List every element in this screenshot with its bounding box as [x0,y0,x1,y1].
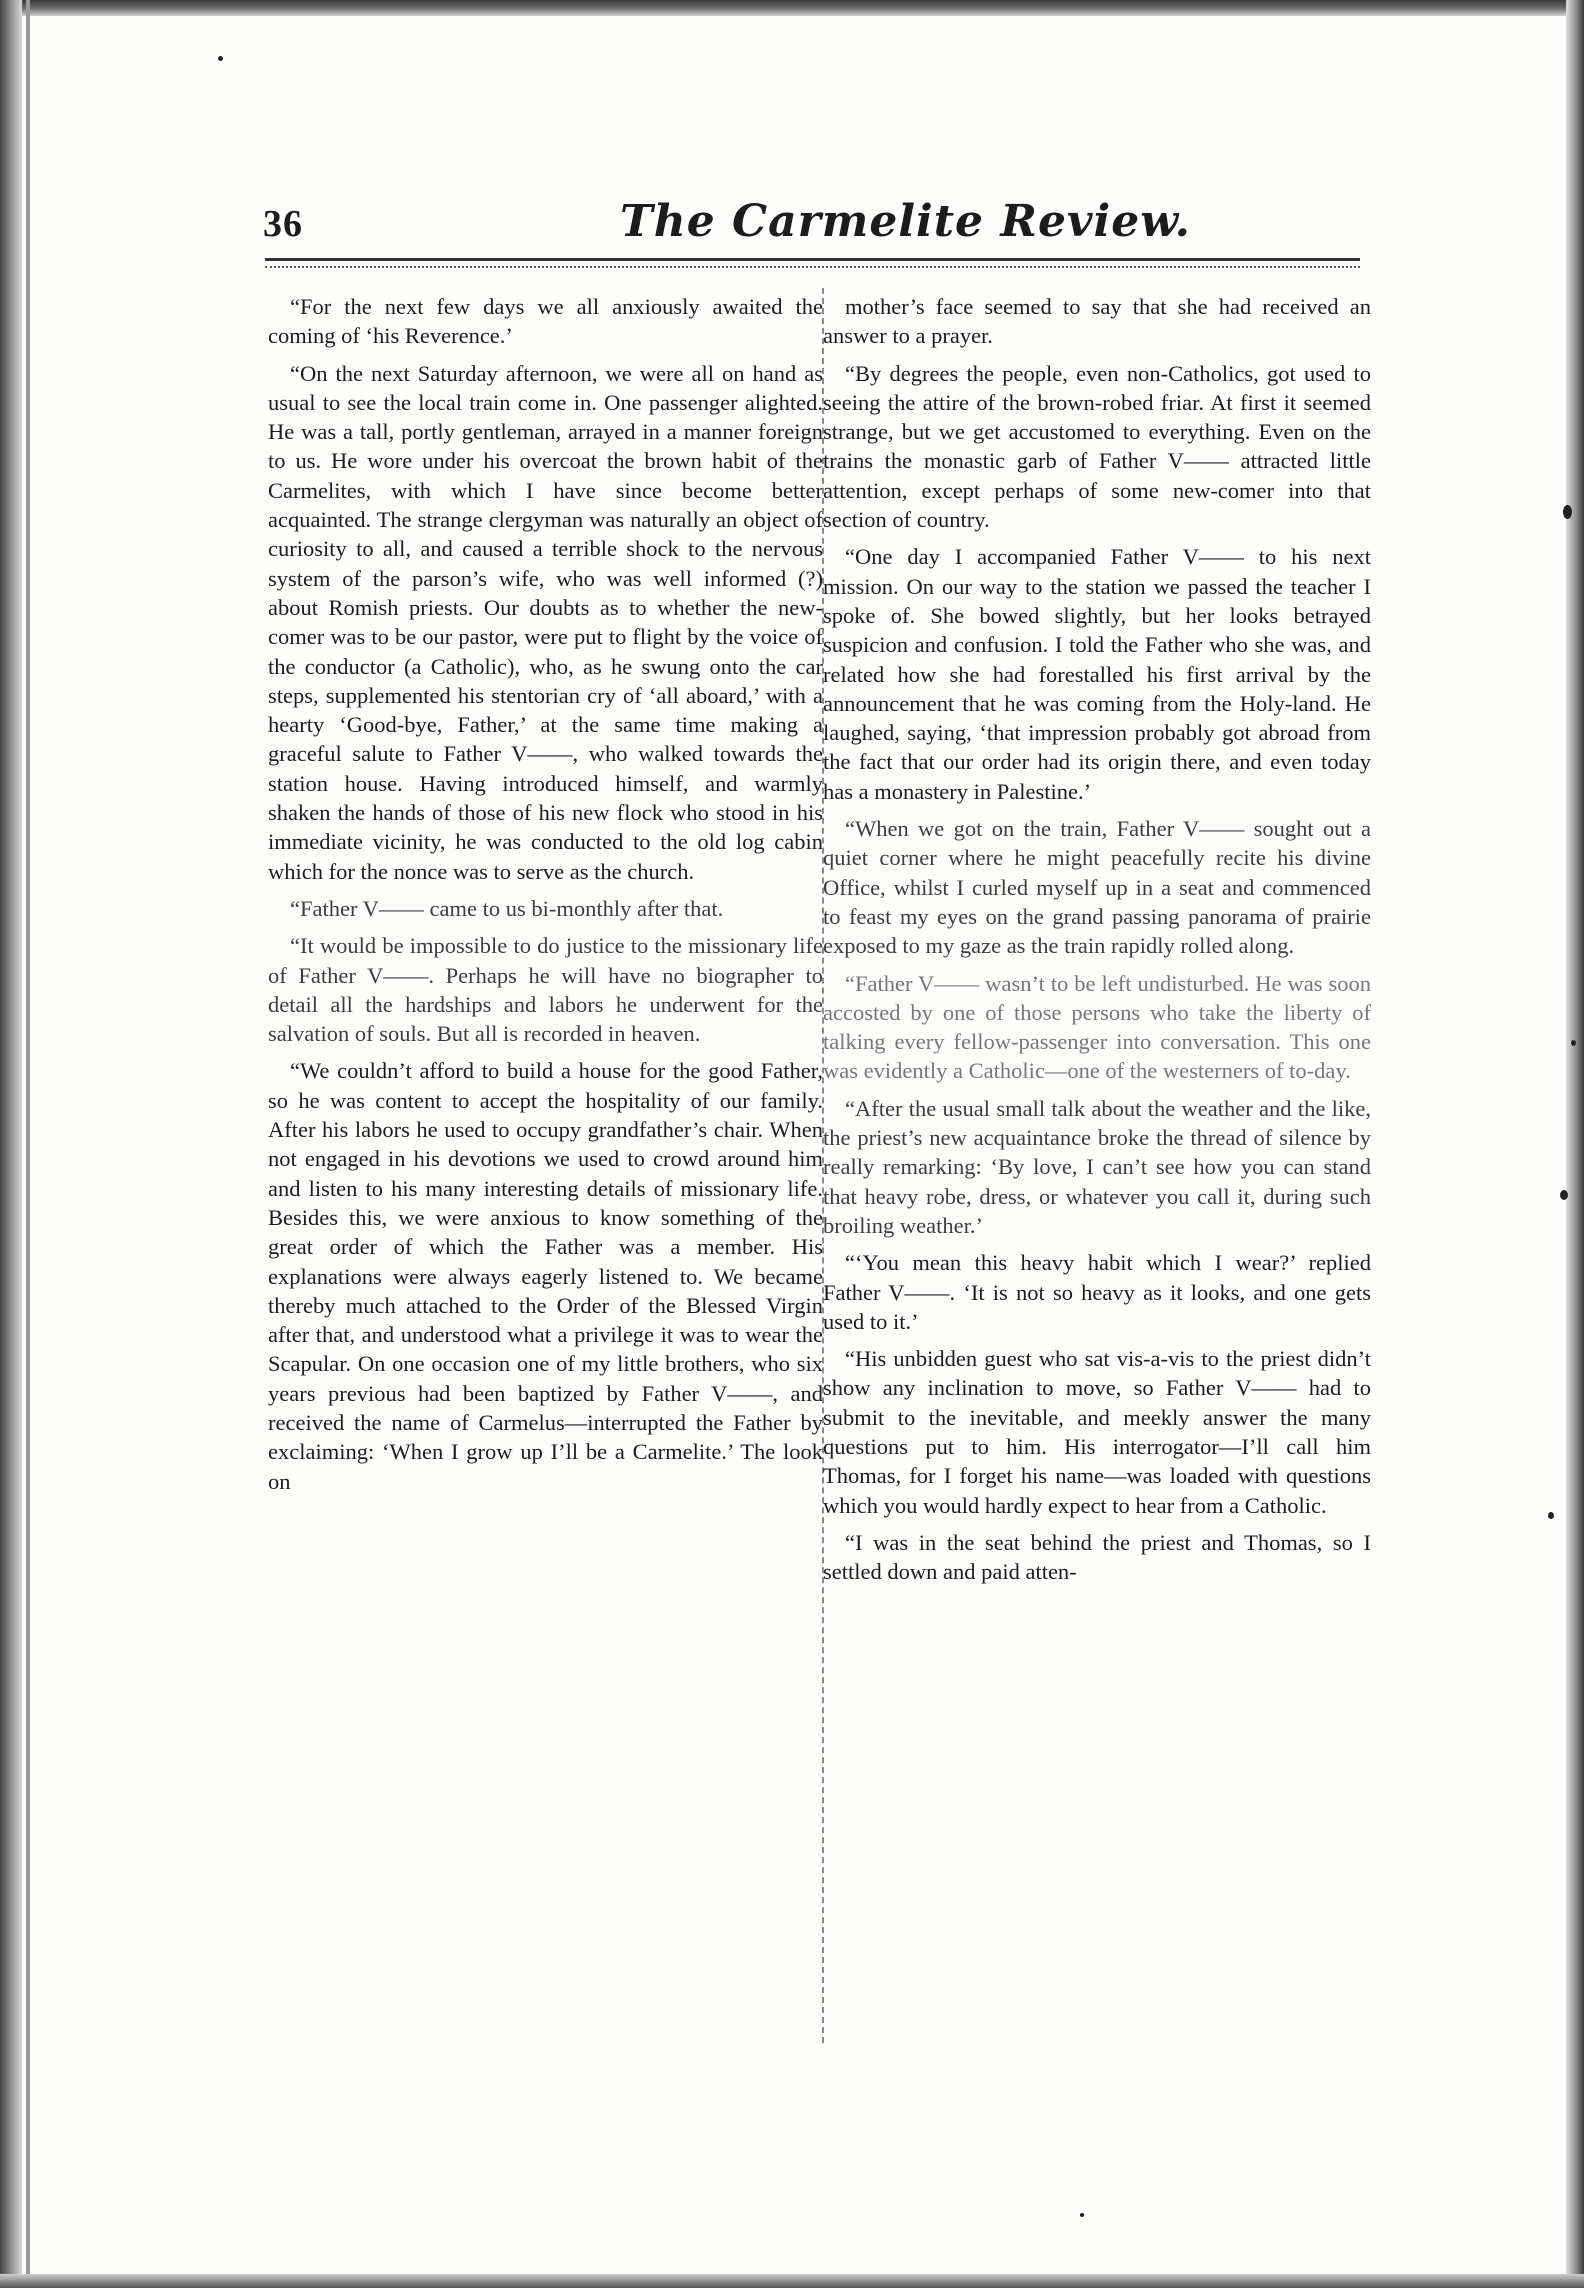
page-number: 36 [263,203,303,245]
journal-title: The Carmelite Review. [620,196,1191,247]
paper-speck [1560,1190,1568,1200]
paragraph: mother’s face seemed to say that she had received an answer to a prayer. [823,294,1371,349]
paragraph: “Father V—— came to us bi-monthly after that. [290,895,724,921]
scan-edge-right [1566,0,1584,2288]
paragraph: “For the next few days we all anxiously awaited the coming of ‘his Reverence.’ [268,294,823,349]
scan-edge-top [0,0,1584,16]
paragraph: “One day I accompanied Father V—— to his next mission. On our way to the station we passed the teacher I spoke of. She bowed slightly, but her looks betrayed suspicion and confusion. I told the Father who she was, and related how she had forestalled his first arrival by the announcement that he was coming from the Holy-land. He laughed, saying, ‘that impression probably got abroad from the fact that our order had its origin there, and even today has a monastery in Palestine.’ [823,544,1371,804]
paragraph: “I was in the seat behind the priest and Thomas, so I settled down and paid atten- [823,1529,1371,1585]
right-column [823,292,1371,1594]
paragraph: “‘You mean this heavy habit which I wear?’ replied Father V——. ‘It is not so heavy as it looks, and one gets used to it.’ [823,1250,1371,1334]
scan-edge-bottom [0,2274,1584,2288]
header-rule-dotted [265,266,1360,268]
scan-edge-left-line [26,0,30,2288]
paragraph: “It would be impossible to do justice to the missionary life of Father V——. Perhaps he will have no biographer to detail all the hardships and labors he underwent for the salvation of souls. But all is recorded in heaven. [268,933,823,1047]
header-rule [265,258,1360,261]
paragraph: “Father V—— wasn’t to be left undisturbed. He was soon accosted by one of those persons who take the liberty of talking every fellow-passenger into conversation. This one was evidently a Catholic—one of the westerners of to-day. [823,970,1371,1084]
paragraph: “After the usual small talk about the weather and the like, the priest’s new acquaintance broke the thread of silence by really remarking: ‘By love, I can’t see how you can stand that heavy robe, dress, or whatever you call it, during such broiling weather.’ [823,1095,1371,1238]
paper-speck [1548,1512,1554,1519]
scan-edge-left [0,0,22,2288]
paragraph: “We couldn’t afford to build a house for the good Father, so he was content to accept the hospitality of our family. After his labors he used to occupy grandfather’s chair. When not engaged in his devotions we used to crowd around him and listen to his many interesting details of missionary life. Besides this, we were anxious to know something of the great order of which the Father was a member. His explanations were always eagerly listened to. We became thereby much attached to the Order of the Blessed Virgin after that, and understood what a privilege it was to wear the Scapular. On one occasion one of my little brothers, who six years previous had been baptized by Father V——, and received the name of Carmelus—interrupted the Father by exclaiming: ‘When I grow up I’ll be a Carmelite.’ The look on [268,1058,823,1494]
paragraph: “On the next Saturday afternoon, we were all on hand as usual to see the local train come in. One passenger alighted. He was a tall, portly gentleman, arrayed in a manner foreign to us. He wore under his overcoat the brown habit of the Carmelites, with which I have since become better acquainted. The strange clergyman was naturally an object of curiosity to all, and caused a terrible shock to the nervous system of the parson’s wife, who was well informed (?) about Romish priests. Our doubts as to whether the new-comer was to be our pastor, were put to flight by the voice of the conductor (a Catholic), who, as he swung onto the car steps, supplemented his stentorian cry of ‘all aboard,’ with a hearty ‘Good-bye, Father,’ at the same time making a graceful salute to Father V——, who walked towards the station house. Having introduced himself, and warmly shaken the hands of those of his new flock who stood in his immediate vicinity, he was conducted to the old log cabin which for the nonce was to serve as the church. [268,360,823,884]
paragraph: “When we got on the train, Father V—— sought out a quiet corner where he might peacefully recite his divine Office, whilst I curled myself up in a seat and commenced to feast my eyes on the grand passing panorama of prairie exposed to my gaze as the train rapidly rolled along. [823,816,1371,959]
paragraph: “His unbidden guest who sat vis-a-vis to the priest didn’t show any inclination to move, so Father V—— had to submit to the inevitable, and meekly answer the many questions put to him. His interrogator—I’ll call him Thomas, for I forget his name—was loaded with questions which you would hardly expect to hear from a Catholic. [823,1346,1371,1518]
left-column [268,292,823,1504]
paragraph: “By degrees the people, even non-Catholics, got used to seeing the attire of the brown-robed friar. At first it seemed strange, but we get accustomed to everything. Even on the trains the monastic garb of Father V—— attracted little attention, except perhaps of some new-comer into that section of country. [823,360,1371,533]
paper-speck [218,56,223,61]
paper-speck [1571,1040,1576,1046]
paper-speck [1080,2213,1084,2217]
paper-speck [1563,505,1572,519]
